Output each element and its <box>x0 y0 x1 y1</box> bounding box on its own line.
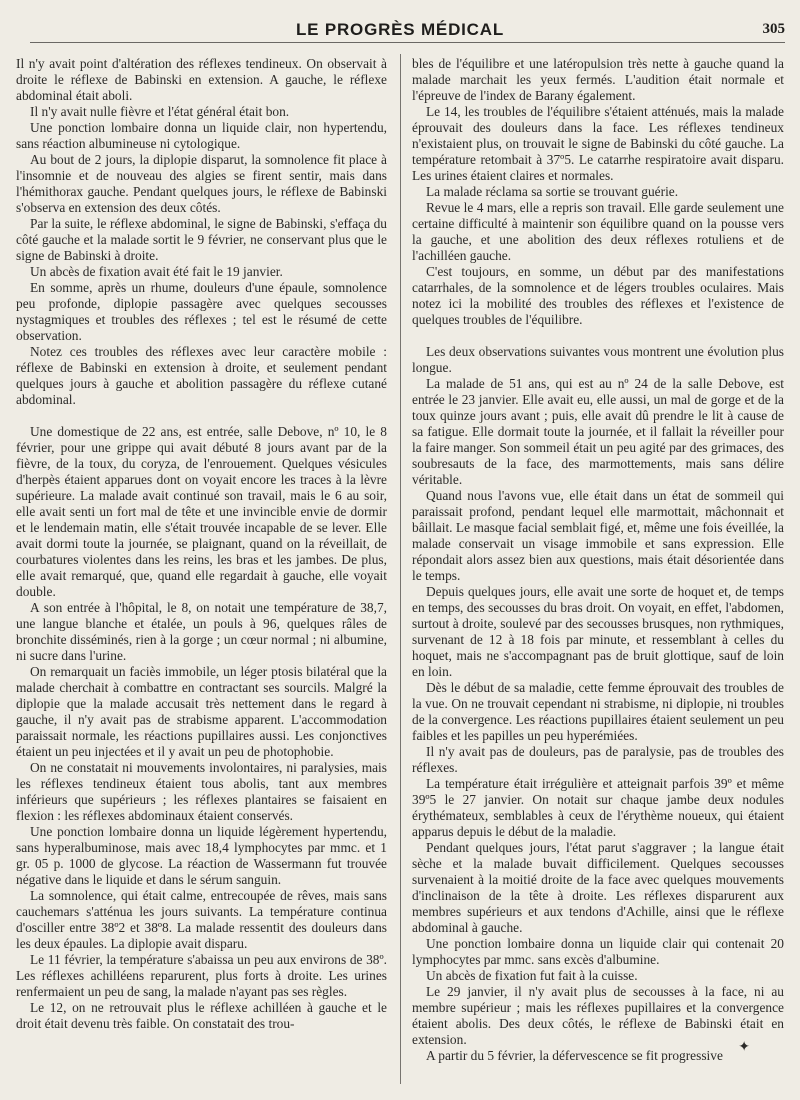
paragraph: Pendant quelques jours, l'état parut s'aggraver ; la langue était sèche et la malade buvait difficilement. Quelques secousses survenaient à la moitié droite de la face avec quelques mouvements d'inclinaison de la tête à droite. Les réflexes disparurent aux membres supérieurs et aux tendons d'Achille, ainsi que le réflexe abdominal à gauche. <box>412 840 784 935</box>
paragraph: La température était irrégulière et atteignait parfois 39º et même 39º5 le 27 janvier. On notait sur chaque jambe deux nodules érythémateux, semblables à ceux de l'érythème noueux, qui étaient apparus depuis le début de la maladie. <box>412 776 784 839</box>
paragraph: La somnolence, qui était calme, entrecoupée de rêves, mais sans cauchemars s'atténua les jours suivants. La température continua d'osciller entre 38º2 et 38º8. La malade ressentit des douleurs dans les deux épaules. La diplopie avait disparu. <box>16 888 387 951</box>
paragraph: On remarquait un faciès immobile, un léger ptosis bilatéral que la malade cherchait à combattre en contractant ses sourcils. Malgré la diplopie que la malade accusait très nettement dans le regard à gauche, il n'y avait pas de strabisme apparent. L'accommodation paraissait normale, les réactions pupillaires aussi. Les conjonctives étaient un peu injectées et il y avait un peu de photophobie. <box>16 664 387 759</box>
paragraph: Un abcès de fixation fut fait à la cuisse. <box>426 968 638 983</box>
paragraph: On ne constatait ni mouvements involontaires, ni paralysies, mais les réflexes tendineux étaient tous abolis, tant aux membres inférieurs que supérieurs ; les réflexes plantaires se faisaient en flexion : les réflexes abdominaux étaient conservés. <box>16 760 387 823</box>
paragraph: En somme, après un rhume, douleurs d'une épaule, somnolence peu profonde, diplopie passagère avec quelques secousses nystagmiques et troubles des réflexes ; tel est le résumé de cette observation. <box>16 280 387 343</box>
paragraph: Une ponction lombaire donna un liquide clair, non hypertendu, sans réaction albumineuse ni cytologique. <box>16 120 387 151</box>
left-column <box>16 56 387 1032</box>
paragraph: Dès le début de sa maladie, cette femme éprouvait des troubles de la vue. On ne trouvait cependant ni strabisme, ni diplopie, ni troubles de la convergence. Les réactions pupillaires étaient seulement un peu faibles et les papilles un peu hyperémiées. <box>412 680 784 743</box>
paragraph: A son entrée à l'hôpital, le 8, on notait une température de 38,7, une langue blanche et étalée, un pouls à 96, quelques râles de bronchite disséminés, rien à la gorge ; un cœur normal ; ni albumine, ni sucre dans l'urine. <box>16 600 387 663</box>
paragraph: Le 14, les troubles de l'équilibre s'étaient atténués, mais la malade éprouvait des douleurs dans la face. Les réflexes tendineux n'existaient plus, on trouvait le signe de Babinski du côté gauche. La température retombait à 37º5. Le catarrhe respiratoire avait disparu. Les urines étaient claires et normales. <box>412 104 784 183</box>
paragraph: Depuis quelques jours, elle avait une sorte de hoquet et, de temps en temps, des secousses du bras droit. On voyait, en effet, l'abdomen, surtout à droite, soulevé par des secousses brusques, non rythmiques, survenant de 12 à 18 fois par minute, et ressemblant à celles du hoquet, mais ne s'accompagnant pas de bruit glottique, sauf de loin en loin. <box>412 584 784 679</box>
column-divider <box>400 54 401 1084</box>
paragraph: C'est toujours, en somme, un début par des manifestations catarrhales, de la somnolence et de légers troubles oculaires. Mais notez ici la mobilité des troubles des réflexes et l'existence de quelques troubles de l'équilibre. <box>412 264 784 327</box>
paragraph: Les deux observations suivantes vous montrent une évolution plus longue. <box>412 344 784 375</box>
paragraph: Revue le 4 mars, elle a repris son travail. Elle garde seulement une certaine difficulté à maintenir son équilibre quand on la pousse vers la gauche, et une abolition des deux réflexes rotuliens et de l'achilléen gauche. <box>412 200 784 263</box>
paragraph: Le 11 février, la température s'abaissa un peu aux environs de 38º. Les réflexes achilléens reparurent, plus forts à droite. Les urines renfermaient un peu de sang, la malade n'ayant pas ses règles. <box>16 952 387 999</box>
paragraph: Il n'y avait point d'altération des réflexes tendineux. On observait à droite le réflexe de Babinski en extension. A gauche, le réflexe abdominal était aboli. <box>16 56 387 103</box>
paragraph: Par la suite, le réflexe abdominal, le signe de Babinski, s'effaça du côté gauche et la malade sortit le 9 février, ne conservant plus que le signe de Babinski à droite. <box>16 216 387 263</box>
page-header <box>0 0 800 48</box>
paragraph: Une domestique de 22 ans, est entrée, salle Debove, nº 10, le 8 février, pour une grippe qui avait débuté 8 jours avant par de la fièvre, de la toux, du coryza, de l'enrouement. Quelques vésicules d'herpès étaient apparues dont on voyait encore les traces à la lèvre supérieure. La malade avait continué son travail, mais le 6 au soir, elle avait senti un fort mal de tête et une invincible envie de dormir et le lendemain matin, elle s'était trouvée incapable de se lever. Elle avait dormi toute la journée, se plaignant, quand on la réveillait, de courbatures violentes dans les reins, les bras et les jambes. De plus, elle avait remarqué, que, quand elle regardait à gauche, elle voyait double. <box>16 424 387 599</box>
header-rule <box>30 42 785 43</box>
right-column <box>412 56 784 1064</box>
journal-title: LE PROGRÈS MÉDICAL <box>295 20 505 39</box>
paragraph: La malade réclama sa sortie se trouvant guérie. <box>426 184 679 199</box>
paragraph: Il n'y avait pas de douleurs, pas de paralysie, pas de troubles des réflexes. <box>412 744 784 775</box>
ornament-icon: ✦ <box>738 1040 750 1055</box>
paragraph: Il n'y avait nulle fièvre et l'état général était bon. <box>30 104 290 119</box>
paragraph: Le 12, on ne retrouvait plus le réflexe achilléen à gauche et le droit était devenu très faible. On constatait des trou- <box>16 1000 387 1031</box>
paragraph: Notez ces troubles des réflexes avec leur caractère mobile : réflexe de Babinski en extension à droite, et seulement pendant quelques jours à gauche et abolition passagère du réflexe cutané abdominal. <box>16 344 387 407</box>
paragraph: La malade de 51 ans, qui est au nº 24 de la salle Debove, est entrée le 23 janvier. Elle avait eu, elle aussi, un mal de gorge et de la toux quinze jours avant ; puis, elle avait dû prendre le lit à cause de sa fatigue. Elle dormait toute la journée, et il fallait la réveiller pour la faire manger. Son sommeil était un peu agité par des grimaces, des soubresauts de la face, des marmottements, mais sans délire véritable. <box>412 376 784 487</box>
paragraph: Quand nous l'avons vue, elle était dans un état de sommeil qui paraissait profond, pendant lequel elle marmottait, mâchonnait et bâillait. Le masque facial semblait figé, et, même une fois éveillée, la malade conservait un visage immobile et sans expression. Elle répondait alors assez bien aux questions, mais était désorientée dans le temps. <box>412 488 784 583</box>
paragraph: Une ponction lombaire donna un liquide légèrement hypertendu, sans hyperalbuminose, mais avec 18,4 lymphocytes par mmc. et 1 gr. 05 p. 1000 de glycose. La réaction de Wassermann fut trouvée négative dans le liquide et dans le sérum sanguin. <box>16 824 387 887</box>
paragraph: A partir du 5 février, la défervescence se fit progressive <box>426 1048 723 1063</box>
paragraph: bles de l'équilibre et une latéropulsion très nette à gauche quand la malade marchait les yeux fermés. L'audition était normale et l'épreuve de l'index de Barany également. <box>412 56 784 103</box>
paragraph: Une ponction lombaire donna un liquide clair qui contenait 20 lymphocytes par mmc. sans excès d'albumine. <box>412 936 784 967</box>
paragraph: Au bout de 2 jours, la diplopie disparut, la somnolence fit place à l'insomnie et de nouveau des algies se firent sentir, mais dans l'hémithorax gauche. Pendant quelques jours, le réflexe de Babinski s'observa en extension des deux côtés. <box>16 152 387 215</box>
paragraph: Le 29 janvier, il n'y avait plus de secousses à la face, ni au membre supérieur ; mais les réflexes pupillaires et la convergence étaient abolis. Des deux côtés, le réflexe de Babinski était en extension. <box>412 984 784 1047</box>
page-number: 305 <box>762 21 785 37</box>
paragraph: Un abcès de fixation avait été fait le 19 janvier. <box>30 264 283 279</box>
